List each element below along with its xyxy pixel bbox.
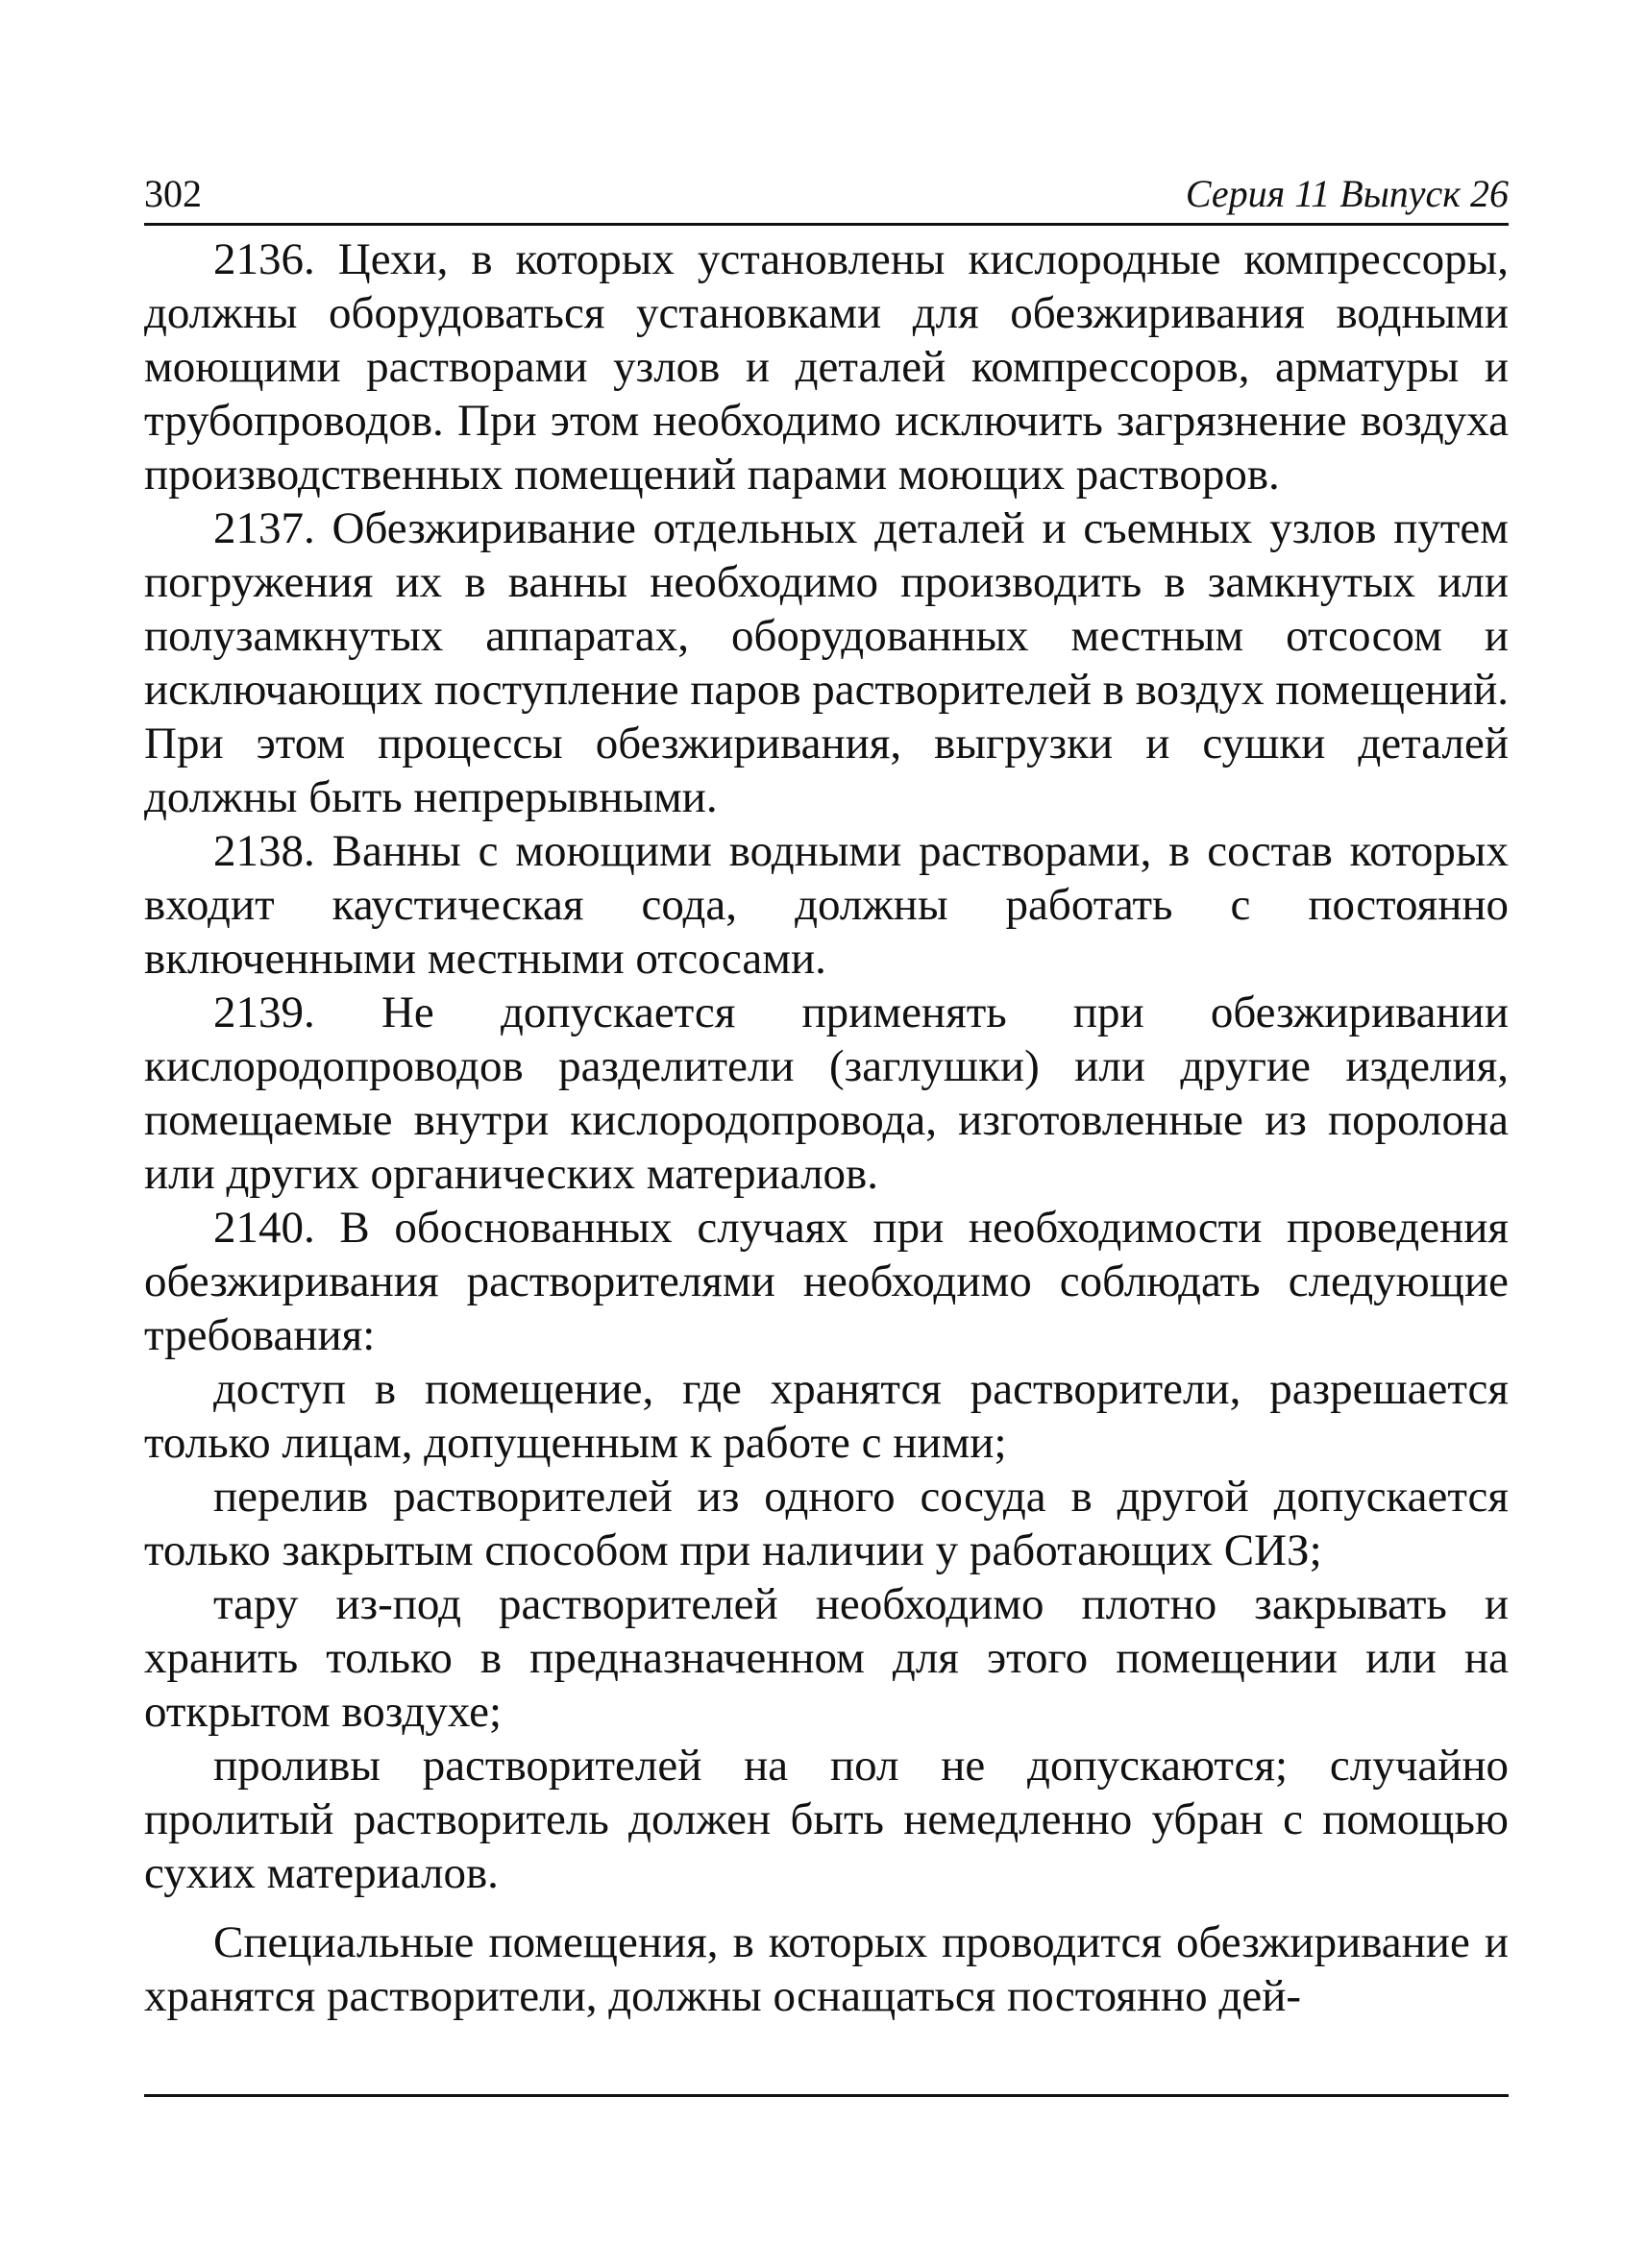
bottom-rule xyxy=(144,2094,1509,2097)
paragraph-2136: 2136. Цехи, в которых установлены кислородные компрессоры, должны оборудоваться установками для обезжиривания водными моющими растворами узлов и деталей компрессоров, арматуры и трубопроводов. При этом необходимо исключить загрязнение воздуха производственных помещений парами моющих растворов. xyxy=(144,234,1509,500)
requirement-spills: проливы растворителей на пол не допускаются; случайно пролитый растворитель должен быть немедленно убран с помощью сухих материалов. xyxy=(144,1741,1509,1898)
page-header xyxy=(144,163,1509,226)
running-head: Серия 11 Выпуск 26 xyxy=(1185,172,1509,215)
paragraph-2140: 2140. В обоснованных случаях при необходимости проведения обезжиривания растворителями необходимо соблюдать следующие требования: xyxy=(144,1203,1509,1360)
paragraph-2139: 2139. Не допускается применять при обезжиривании кислородопроводов разделители (заглушки) или другие изделия, помещаемые внутри кислородопровода, изготовленные из поролона или других органических материалов. xyxy=(144,988,1509,1199)
requirement-access: доступ в помещение, где хранятся растворители, разрешается только лицам, допущенным к работе с ними; xyxy=(144,1364,1509,1468)
page-number: 302 xyxy=(144,172,202,215)
requirement-containers: тару из-под растворителей необходимо плотно закрывать и хранить только в предназначенном для этого помещении или на открытом воздухе; xyxy=(144,1579,1509,1737)
paragraph-special-rooms: Специальные помещения, в которых проводится обезжиривание и хранятся растворители, должны оснащаться постоянно дей- xyxy=(144,1917,1509,2021)
paragraph-2138: 2138. Ванны с моющими водными растворами, в состав которых входит каустическая сода, должны работать с постоянно включенными местными отсосами. xyxy=(144,826,1509,984)
body-text xyxy=(144,232,1509,2023)
requirement-transfer: перелив растворителей из одного сосуда в другой допускается только закрытым способом при наличии у работающих СИЗ; xyxy=(144,1472,1509,1575)
paragraph-2137: 2137. Обезжиривание отдельных деталей и съемных узлов путем погружения их в ванны необходимо производить в замкнутых или полузамкнутых аппаратах, оборудованных местным отсосом и исключающих поступление паров растворителей в воздух помещений. При этом процессы обезжиривания, выгрузки и сушки деталей должны быть непрерывными. xyxy=(144,503,1509,822)
